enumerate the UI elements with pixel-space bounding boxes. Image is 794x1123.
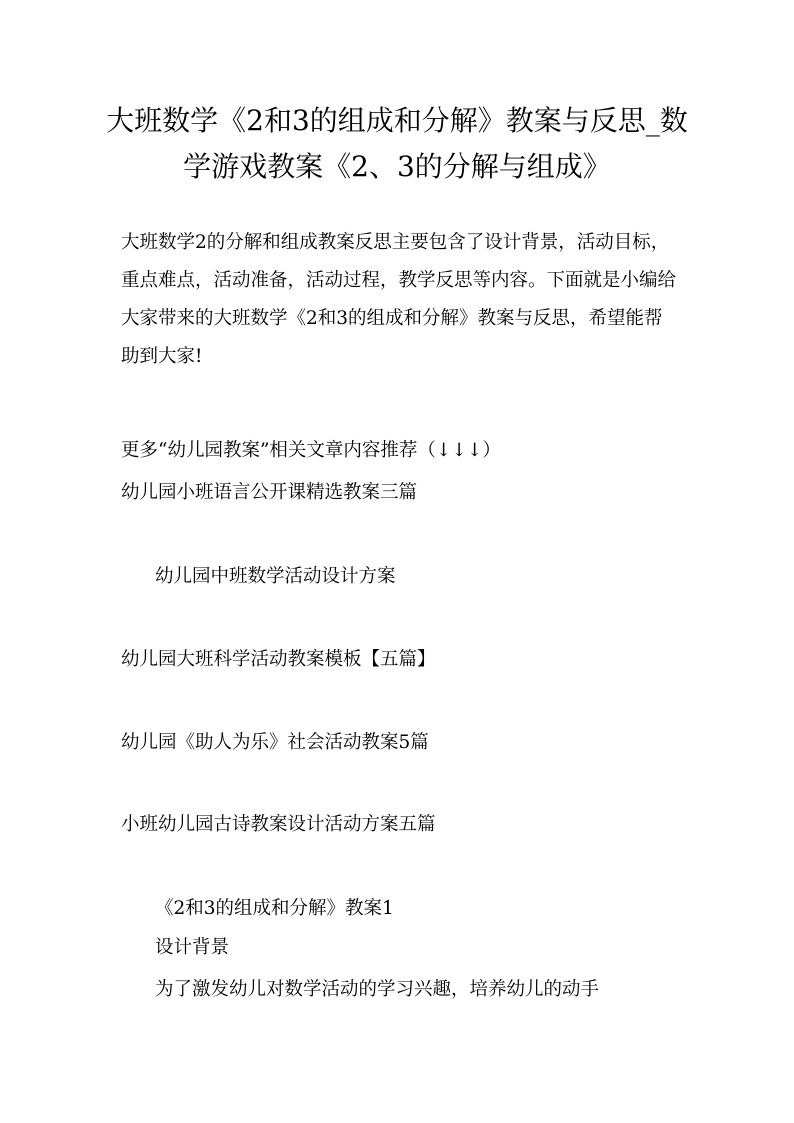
related-link-1[interactable]: 幼儿园小班语言公开课精选教案三篇 xyxy=(121,482,418,503)
intro-paragraph: 大班数学2的分解和组成教案反思主要包含了设计背景，活动目标，重点难点，活动准备，活动过程，教学反思等内容。下面就是小编给大家带来的大班数学《2和3的组成和分解》教案与反思，希望能帮助到大家! xyxy=(121,232,677,367)
document-title: 大班数学《2和3的组成和分解》教案与反思_数学游戏教案《2、3的分解与组成》 xyxy=(106,104,688,183)
body-paragraph: 为了激发幼儿对数学活动的学习兴趣，培养幼儿的动手 xyxy=(155,979,600,1000)
related-link-4[interactable]: 幼儿园《助人为乐》社会活动教案5篇 xyxy=(121,732,429,753)
related-link-5[interactable]: 小班幼儿园古诗教案设计活动方案五篇 xyxy=(121,814,436,835)
section-title: 《2和3的组成和分解》教案1 xyxy=(155,898,394,919)
subsection-heading: 设计背景 xyxy=(155,937,230,958)
more-heading: 更多“幼儿园教案”相关文章内容推荐（↓↓↓） xyxy=(121,440,501,461)
related-link-3[interactable]: 幼儿园大班科学活动教案模板【五篇】 xyxy=(121,649,436,670)
related-link-2[interactable]: 幼儿园中班数学活动设计方案 xyxy=(155,566,396,587)
